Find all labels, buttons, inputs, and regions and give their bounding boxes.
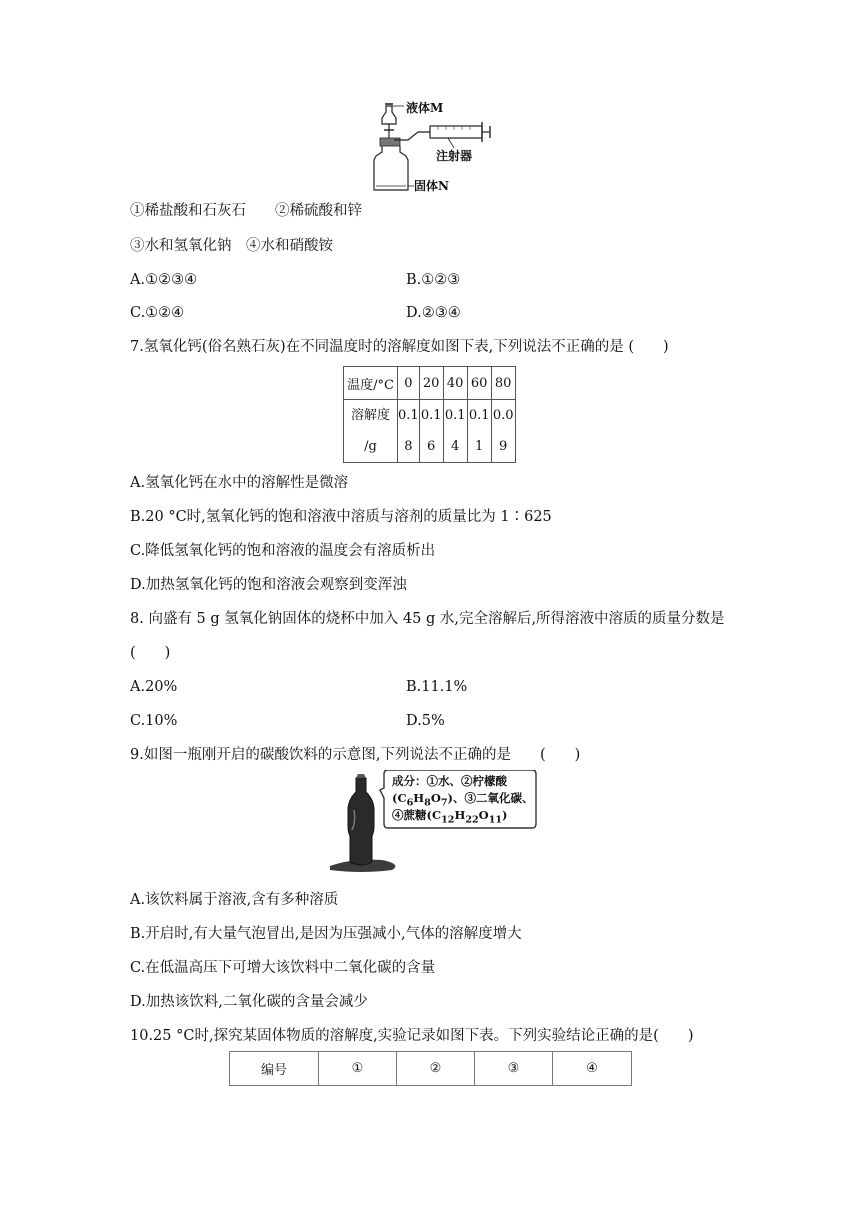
table-header-number: 编号 xyxy=(230,1052,319,1086)
label-syringe: 注射器 xyxy=(436,149,473,163)
q6-option-line-2: ③水和氢氧化钠 ④水和硝酸铵 xyxy=(130,238,333,254)
q8-choice-c[interactable]: C.10% xyxy=(130,713,178,729)
table-cell: 0 xyxy=(398,367,420,400)
q8-choice-a[interactable]: A.20% xyxy=(130,679,178,695)
label-liquid-m: 液体M xyxy=(406,101,444,115)
q7-choice-b[interactable]: B.20 °C时,氢氧化钙的饱和溶液中溶质与溶剂的质量比为 1∶625 xyxy=(130,509,552,525)
q6-choice-a[interactable]: A.①②③④ xyxy=(130,272,198,288)
q9-choice-a[interactable]: A.该饮料属于溶液,含有多种溶质 xyxy=(130,892,339,908)
table-cell: 40 xyxy=(443,367,467,400)
q10-experiment-table xyxy=(229,1051,632,1086)
q10-stem: 10.25 °C时,探究某固体物质的溶解度,实验记录如图下表。下列实验结论正确的是( ) xyxy=(130,1028,694,1044)
table-cell: 0.1 1 xyxy=(467,400,491,463)
q6-option-line-1: ①稀盐酸和石灰石 ②稀硫酸和锌 xyxy=(130,203,362,219)
q9-stem: 9.如图一瓶刚开启的碳酸饮料的示意图,下列说法不正确的是 ( ) xyxy=(130,747,581,763)
table-cell: 80 xyxy=(491,367,515,400)
q8-answer-paren: ( ) xyxy=(130,645,171,661)
table-cell: 0.1 6 xyxy=(419,400,443,463)
q9-ingredient-line-2: $(C_6H_8O_7)$、③二氧化碳、 xyxy=(392,791,534,809)
q7-stem: 7.氢氧化钙(俗名熟石灰)在不同温度时的溶解度如图下表,下列说法不正确的是 ( ) xyxy=(130,339,669,355)
q8-choice-d[interactable]: D.5% xyxy=(406,713,445,729)
q8-choice-b[interactable]: B.11.1% xyxy=(406,679,468,695)
q6-choice-c[interactable]: C.①②④ xyxy=(130,305,185,321)
q9-ingredient-line-1: 成分：①水、②柠檬酸 xyxy=(392,774,507,788)
table-cell: ① xyxy=(319,1052,397,1086)
table-row xyxy=(344,367,516,400)
q7-choice-d[interactable]: D.加热氢氧化钙的饱和溶液会观察到变浑浊 xyxy=(130,577,407,593)
table-row xyxy=(230,1052,632,1086)
table-row xyxy=(344,400,516,463)
q7-choice-c[interactable]: C.降低氢氧化钙的饱和溶液的温度会有溶质析出 xyxy=(130,543,436,559)
q6-choice-b[interactable]: B.①②③ xyxy=(406,272,461,288)
q9-ingredient-line-3: ④蔗糖$(C_{12}H_{22}O_{11})$ xyxy=(392,808,508,826)
q6-choice-d[interactable]: D.②③④ xyxy=(406,305,461,321)
label-solid-n: 固体N xyxy=(414,179,449,193)
q9-choice-d[interactable]: D.加热该饮料,二氧化碳的含量会减少 xyxy=(130,994,368,1010)
table-cell: 0.0 9 xyxy=(491,400,515,463)
q9-choice-b[interactable]: B.开启时,有大量气泡冒出,是因为压强减小,气体的溶解度增大 xyxy=(130,926,522,942)
table-cell: 0.1 4 xyxy=(443,400,467,463)
q9-choice-c[interactable]: C.在低温高压下可增大该饮料中二氧化碳的含量 xyxy=(130,960,436,976)
q8-stem: 8. 向盛有 5 g 氢氧化钠固体的烧杯中加入 45 g 水,完全溶解后,所得溶液中溶质的质量分数是 xyxy=(130,611,725,627)
q7-solubility-table xyxy=(343,366,516,463)
table-header-temperature: 温度/°C xyxy=(344,367,398,400)
table-cell: 60 xyxy=(467,367,491,400)
table-row-label: 溶解度 /g xyxy=(344,400,398,463)
table-cell: ② xyxy=(397,1052,475,1086)
table-cell: ④ xyxy=(553,1052,632,1086)
q7-choice-a[interactable]: A.氢氧化钙在水中的溶解性是微溶 xyxy=(130,475,349,491)
table-cell: 20 xyxy=(419,367,443,400)
table-cell: 0.1 8 xyxy=(398,400,420,463)
table-cell: ③ xyxy=(475,1052,553,1086)
